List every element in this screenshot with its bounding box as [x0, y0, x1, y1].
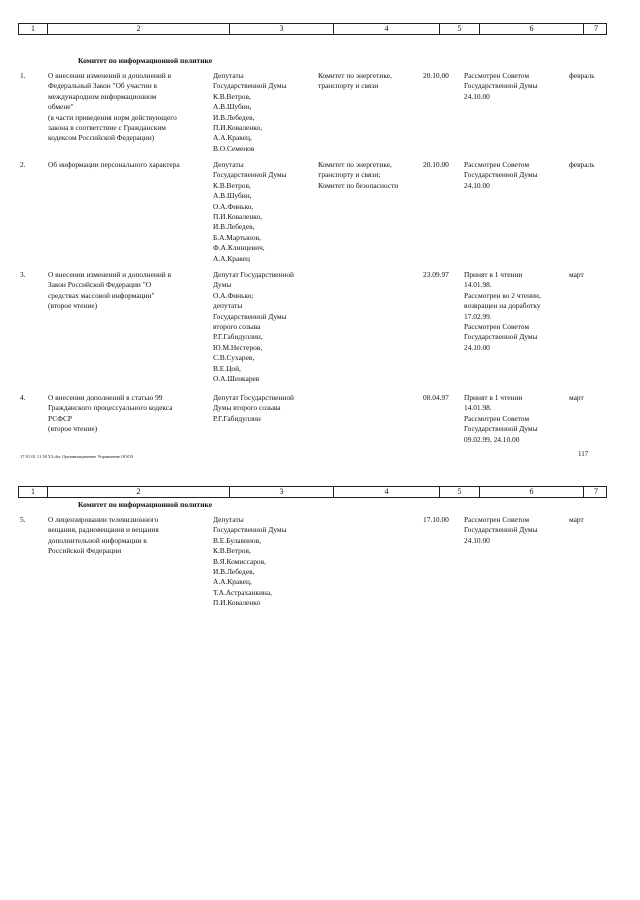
header-col-7: 7: [583, 24, 608, 34]
table-header-row: [18, 486, 607, 498]
bill-month: февраль: [569, 160, 595, 169]
bill-date: 17.10.00: [423, 515, 449, 524]
bill-status: Рассмотрен Советом Государственной Думы 24.10.00: [464, 71, 538, 101]
header-col-4: 4: [333, 24, 439, 34]
bill-authors: Депутаты Государственной Думы К.В.Ветров, А.В.Шубин, О.А.Финько, П.И.Коваленко, И.В.Лебедев, Б.А.Мартынов, Ф.А.Клинцевич, А.А.Кравец: [213, 160, 287, 263]
bill-title: Об информации персонального характера: [48, 160, 180, 169]
bill-date: 20.10.00: [423, 71, 449, 80]
header-col-7: 7: [583, 487, 608, 497]
bill-month: февраль: [569, 71, 595, 80]
table-header-row: [18, 23, 607, 35]
row-number: 5.: [20, 515, 26, 524]
section-title: Комитет по информационной политике: [78, 56, 213, 65]
bill-authors: Депутаты Государственной Думы К.В.Ветров, А.В.Шубин, И.В.Лебедев, П.И.Коваленко, А.А.Кравец, В.О.Семенов: [213, 71, 287, 153]
header-col-6: 6: [479, 487, 583, 497]
bill-month: март: [569, 393, 584, 402]
bill-title: О лицензировании телевизионного вещания, радиовещания и вещания дополнительной информации в Российской Федерации: [48, 515, 159, 556]
header-col-4: 4: [333, 487, 439, 497]
row-number: 3.: [20, 270, 26, 279]
bill-status: Принят в 1 чтении 14.01.98. Рассмотрен Советом Государственной Думы 09.02.99, 24.10.00: [464, 393, 538, 444]
bill-committee: Комитет по энергетике, транспорту и связи; Комитет по безопасности: [318, 160, 399, 190]
footer-file-info: 17 01 01 11 50 V2.doc Организационное Управление ООО3: [20, 454, 134, 459]
section-title: Комитет по информационной политике: [78, 500, 213, 509]
bill-authors: Депутат Государственной Думы О.А.Финько; депутаты Государственной Думы второго созыва Р.Г.Габидуллин, Ю.М.Нестеров, С.В.Сухарев, В.Е.Цой, О.А.Шенкарев: [213, 270, 294, 384]
header-col-5: 5: [439, 24, 479, 34]
row-number: 2.: [20, 160, 26, 169]
bill-date: 08.04.97: [423, 393, 449, 402]
header-col-3: 3: [229, 487, 333, 497]
header-col-6: 6: [479, 24, 583, 34]
bill-status: Рассмотрен Советом Государственной Думы 24.10.00: [464, 160, 538, 190]
row-number: 4.: [20, 393, 26, 402]
bill-title: О внесении изменений и дополнений в Федеральный Закон "Об участии в международном информационном обмене" (в части приведения норм действующего закона в соответствие с Гражданским кодексом Российской Федерации): [48, 71, 177, 143]
bill-title: О внесении изменений и дополнений в Закон Российской Федерации "О средствах массовой информации" (второе чтение): [48, 270, 172, 311]
bill-month: март: [569, 515, 584, 524]
header-col-2: 2: [47, 24, 229, 34]
page-number: 117: [578, 450, 589, 458]
bill-month: март: [569, 270, 584, 279]
header-col-1: 1: [31, 487, 35, 496]
header-col-2: 2: [47, 487, 229, 497]
header-col-1: 1: [31, 24, 35, 33]
bill-title: О внесении дополнений в статью 99 Гражданского процессуального кодекса РСФСР (второе чтение): [48, 393, 173, 434]
row-number: 1.: [20, 71, 26, 80]
header-col-5: 5: [439, 487, 479, 497]
bill-authors: Депутат Государственной Думы второго созыва Р.Г.Габидуллин: [213, 393, 294, 423]
bill-status: Рассмотрен Советом Государственной Думы 24.10.00: [464, 515, 538, 545]
bill-status: Принят в 1 чтении 14.01.98. Рассмотрен во 2 чтении, возвращен на доработку 17.02.99. Рассмотрен Советом Государственной Думы 24.10.00: [464, 270, 541, 352]
bill-date: 20.10.00: [423, 160, 449, 169]
bill-authors: Депутаты Государственной Думы В.Е.Булавинов, К.В.Ветров, В.Я.Комиссаров, И.В.Лебедев, А.А.Кравец, Т.А.Астраханкина, П.И.Коваленко: [213, 515, 287, 608]
bill-committee: Комитет по энергетике, транспорту и связи: [318, 71, 392, 91]
header-col-3: 3: [229, 24, 333, 34]
bill-date: 23.09.97: [423, 270, 449, 279]
